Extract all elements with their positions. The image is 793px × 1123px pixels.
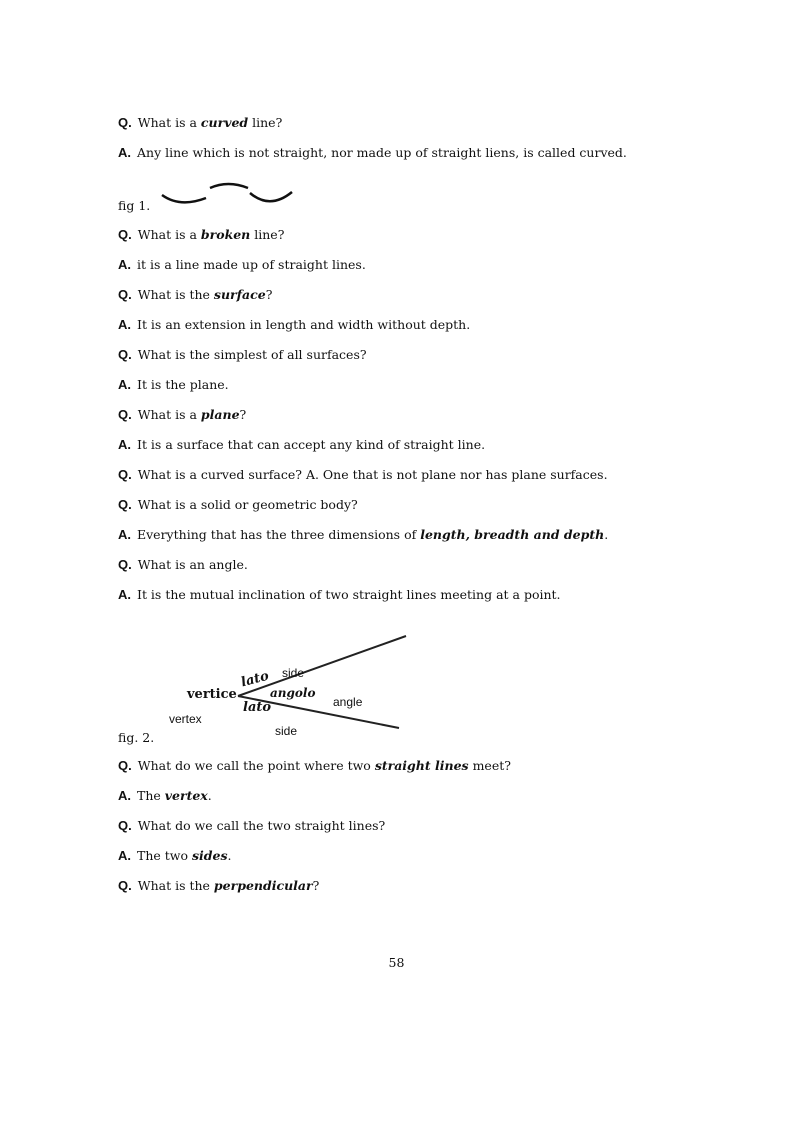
qa-label: A.: [118, 437, 131, 452]
label-angle: angle: [333, 695, 363, 709]
question-line: [118, 347, 367, 362]
label-side-bottom: side: [275, 724, 298, 738]
emphasized-term: perpendicular: [213, 878, 313, 893]
text-segment: What is the simplest of all surfaces?: [137, 347, 367, 362]
text-segment: What is an angle.: [137, 557, 248, 572]
qa-label: A.: [118, 257, 131, 272]
text-segment: Everything that has the three dimensions of: [137, 527, 421, 542]
text-segment: What is a: [137, 407, 201, 422]
text-segment: ?: [239, 407, 247, 422]
text-segment: It is a surface that can accept any kind of straight line.: [137, 437, 486, 452]
qa-label: Q.: [118, 758, 132, 773]
qa-label: Q.: [118, 347, 132, 362]
text-segment: What is a: [137, 115, 201, 130]
answer-line: [118, 257, 366, 272]
qa-label: Q.: [118, 557, 132, 572]
text-segment: What do we call the point where two: [137, 758, 375, 773]
question-line: [118, 878, 319, 893]
emphasized-term: sides: [191, 848, 228, 863]
answer-line: [118, 527, 608, 542]
text-segment: ?: [265, 287, 273, 302]
text-segment: .: [207, 788, 212, 803]
figure-2: [110, 620, 430, 750]
label-lato-bottom: lato: [243, 700, 272, 715]
qa-label: A.: [118, 145, 131, 160]
text-segment: line?: [248, 115, 283, 130]
qa-label: A.: [118, 377, 131, 392]
page-number: 58: [388, 955, 405, 970]
text-segment: It is an extension in length and width without depth.: [137, 317, 471, 332]
text-segment: What do we call the two straight lines?: [137, 818, 386, 833]
question-line: [118, 467, 608, 482]
figure-2-caption: fig. 2.: [118, 730, 155, 745]
label-side-top: side: [282, 666, 305, 680]
answer-line: [118, 788, 212, 803]
figure-1-caption: fig 1.: [118, 198, 151, 213]
qa-label: Q.: [118, 878, 132, 893]
emphasized-term: plane: [200, 407, 240, 422]
qa-label: A.: [118, 317, 131, 332]
answer-line: [118, 145, 627, 160]
text-segment: it is a line made up of straight lines.: [137, 257, 366, 272]
qa-label: A.: [118, 527, 131, 542]
text-segment: Any line which is not straight, nor made up of straight liens, is called curved.: [137, 145, 627, 160]
qa-label: A.: [118, 587, 131, 602]
curved-line-drawing: [118, 178, 318, 214]
question-line: [118, 227, 284, 242]
text-segment: What is a solid or geometric body?: [137, 497, 358, 512]
text-segment: What is a curved surface? A. One that is not plane nor has plane surfaces.: [137, 467, 608, 482]
answer-line: [118, 317, 470, 332]
text-segment: What is a: [137, 227, 201, 242]
text-segment: It is the mutual inclination of two straight lines meeting at a point.: [137, 587, 561, 602]
answer-line: [118, 848, 232, 863]
text-segment: .: [227, 848, 232, 863]
label-lato-top: lato: [239, 668, 271, 691]
text-segment: What is the: [137, 287, 214, 302]
label-vertex: vertex: [169, 712, 202, 726]
qa-label: Q.: [118, 115, 132, 130]
answer-line: [118, 377, 229, 392]
emphasized-term: broken: [200, 227, 251, 242]
text-segment: It is the plane.: [137, 377, 229, 392]
label-vertice: vertice: [187, 687, 237, 702]
emphasized-term: surface: [213, 287, 266, 302]
label-angolo: angolo: [270, 686, 316, 700]
text-segment: The two: [137, 848, 192, 863]
qa-label: A.: [118, 848, 131, 863]
figure-1: [118, 178, 318, 214]
question-line: [118, 557, 248, 572]
text-segment: What is the: [137, 878, 214, 893]
qa-label: Q.: [118, 497, 132, 512]
qa-label: Q.: [118, 227, 132, 242]
emphasized-term: straight lines: [374, 758, 469, 773]
text-segment: meet?: [468, 758, 511, 773]
question-line: [118, 407, 246, 422]
question-line: [118, 758, 511, 773]
text-segment: The: [137, 788, 165, 803]
text-segment: .: [604, 527, 609, 542]
qa-label: Q.: [118, 467, 132, 482]
answer-line: [118, 587, 561, 602]
question-line: [118, 818, 385, 833]
qa-label: Q.: [118, 407, 132, 422]
qa-label: Q.: [118, 818, 132, 833]
question-line: [118, 497, 358, 512]
qa-label: Q.: [118, 287, 132, 302]
question-line: [118, 287, 272, 302]
angle-drawing: [110, 620, 430, 750]
question-line: [118, 115, 282, 130]
qa-label: A.: [118, 788, 131, 803]
text-segment: line?: [250, 227, 285, 242]
text-segment: ?: [312, 878, 320, 893]
emphasized-term: length, breadth and depth: [420, 527, 605, 542]
answer-line: [118, 437, 485, 452]
emphasized-term: vertex: [164, 788, 208, 803]
emphasized-term: curved: [200, 115, 249, 130]
